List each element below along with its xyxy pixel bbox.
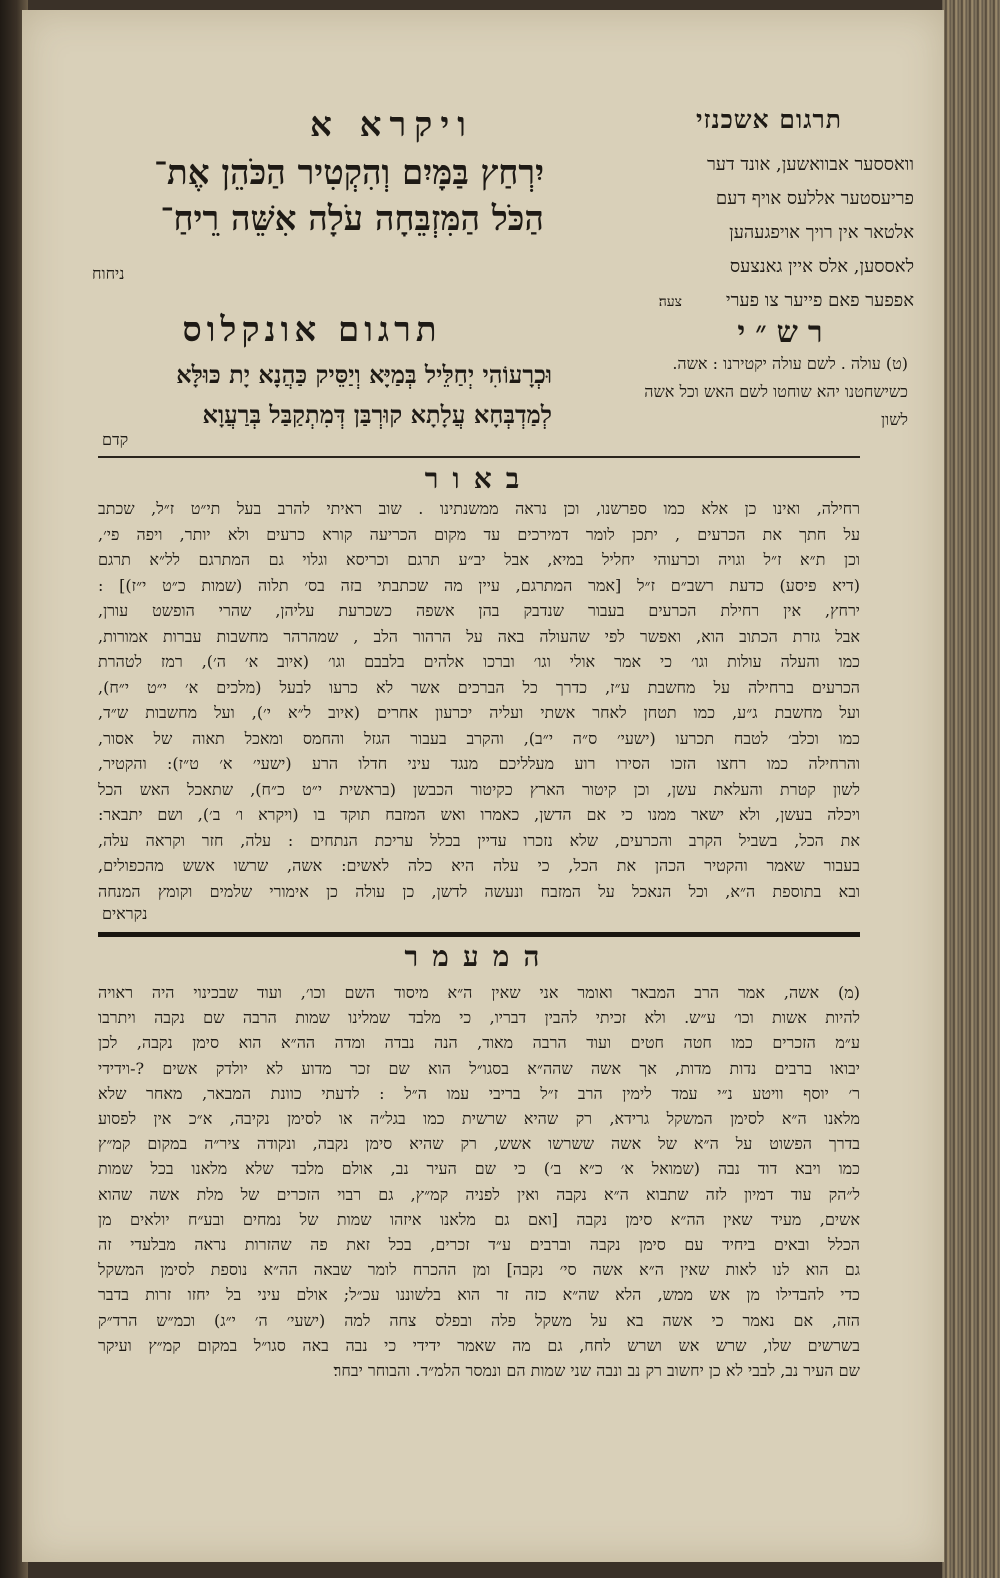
text-line: פריעסטער אללעס אויף דעם (715, 188, 914, 209)
text-line: ל״הק עוד דמיון לזה שתבוא ה״א נקבה ואין לפניה קמ״ץ, גם רבוי הזכרים של מלת אשה שהוא (98, 1184, 860, 1204)
text-line: אבל גזרת הכתוב הוא, ואפשר לפי שהעולה באה על הרהור הלב , שמהרהר מחשבות עברות אמורות, (98, 626, 860, 646)
verse-line: יִרְחַץ בַּמָּיִם וְהִקְטִיר הַכֹּהֵן אֶת־ (153, 153, 544, 193)
text-line: ע״מ הזכרים כמו חטה חטים ועוד הרבה מאוד, הנה נבדה ומדה הה״א הוא סימן נקבה, לכן (98, 1033, 860, 1053)
text-line: לשון קטרת והעלאת עשן, וכן קיטור הארץ כקיטור הכבשן (בראשית י״ט כ״ח), שתאכל האש הכל (98, 779, 860, 799)
onkelos-text (90, 355, 552, 435)
text-line: את הכל, בשביל הקרב והכרעים, שלא נזכרו עדיין בכלל עריכת הנתחים : עלה, חזר וקראה עלה, (98, 830, 860, 850)
text-line: כדי להבדילו מן אש ממש, הלא שה״א כזה זר הוא בלשוננו עכ״ל; אולם עיני בל יחזו זרות בדבר (98, 1285, 860, 1305)
text-line: וואססער אבוואשען, אונד דער (706, 154, 914, 175)
text-line: ר׳ יוסף וויטע נ״י עמד לימין הרב ז״ל בריבי עמו ה״ל : לדעתי כוונת המבאר, מאחר שלא (98, 1083, 860, 1103)
text-line: כמו והעלה עולות וגו׳ כי אמר אולי וגו׳ וברכו אלהים בלבבם וגו׳ (איוב א׳ ה׳), רמז לטהרת (98, 652, 860, 671)
text-line: גם הוא לנו לאות שאין ה״א אשה סי׳ נקבה] ומן ההכרח לומר שבאה הה״א נוספת לסימן המשקל (98, 1260, 860, 1280)
section-divider-thick (98, 932, 860, 937)
text-line: לְמַדְבְּחָא עֲלָתָא קוּרְבַּן דְּמִתְקַבַּל בְּרַעֲוָא (202, 400, 552, 429)
text-line: וּכְרָעוֹהִי יְחַלֵּיל בְּמַיָּא וְיַסֵּיק כַּהֲנָא יָת כּוּלָּא (176, 360, 552, 389)
biur-title: באור (424, 462, 534, 495)
targum-ashkenazi-text (624, 148, 914, 318)
hameamer-title: המעמר (404, 940, 554, 973)
text-line: והרחילה כמו רחצו הזכו הסירו רוע מעלליכם מנגד עיני חדלו הרע (ישעי׳ א׳ ט״ז): והקטיר, (98, 754, 860, 773)
verse-line: הַכֹּל הַמִּזְבֵּחָה עֹלָה אִשֵּׁה רֵיחַ־ (160, 199, 544, 239)
targum-ashkenazi-end: צעה׃ (658, 294, 682, 310)
text-line: (ט) עולה . לשם עולה יקטירנו : אשה. (672, 354, 908, 373)
text-line: מלאנו ה״א לסימן המשקל גרידא, רק שהיא שרשית כמו בגל״ה או לסימן נקיבה, א״כ אין לפסוע (98, 1109, 860, 1129)
hameamer-text (98, 980, 860, 1383)
onkelos-title: תרגום אונקלוס (182, 310, 442, 350)
text-line: הכלל ובאים ביחיד עם סימן נקבה וברבים ע״ד זכרים, בכל זאת פה שהזרות נראה מבלעדי זה (98, 1235, 860, 1255)
text-line: כמו וכלב׳ לטבח תכרעו (ישעי׳ ס״ה י״ב), והקרב בעבור הגזל והחמס ומאכל תאוה של אסור, (98, 728, 860, 748)
text-line: כמו ויבא דוד נבה (שמואל א׳ כ״א ב׳) כי שם העיר נב, אולם מלבד שלא מלאנו בכל שמות (98, 1159, 860, 1179)
verse-text (82, 150, 544, 242)
text-line: לאססען, אלס איין גאנצעס (729, 256, 914, 277)
text-line: אלטאר אין רויך אויפגעהען (729, 222, 914, 243)
text-line: רחילה, ואינו כן אלא כמו ספרשנו, וכן נראה ממשנתינו . שוב ראיתי להרב בעל תי״ט ז״ל, שכתב (98, 499, 860, 518)
text-line: להיות אשות וכו׳ ע״ש. ולא זכיתי להבין דבריו, כי מלבד שמלינו שמות הרבה שם נקבה ויתרבו (98, 1008, 860, 1028)
text-line: וכן ת״א ז״ל וגויה וכרעוהי יחליל במיא, אבל יב״ע תרגם וכריסא וגלוי גם המתרגם לל״א תרגם (98, 550, 860, 569)
text-line: שם העיר נב, לבבי לא כן יחשוב רק נב ונבה שני שמות הם ונמסר הלמ״ד. והבוחר יבחר׃ (333, 1361, 860, 1381)
verse-continuation: ניחוח (92, 264, 125, 283)
text-line: כשישחטנו יהא שוחטו לשם האש וכל אשה (644, 382, 908, 401)
text-line: (מ) אשה, אמר הרב המבאר ואומר אני שאין ה״א מיסוד השם וכו׳, ועוד שבכינוי היה ראויה (98, 983, 860, 1002)
text-line: ובא בתוספת ה״א, וכל הנאכל על המזבח ונעשה לדשן, כן עולה כן אימורי שלמים וקומץ המנחה (98, 881, 860, 901)
text-line: בעבור שאמר והקטיר הכהן את הכל, כי עלה היא כלה לאשים: אשה, שרשו אשש מהכפולים, (98, 856, 860, 875)
biur-tail: נקראים (102, 904, 148, 923)
text-line: לשון (881, 410, 908, 429)
text-line: יבואו ברבים נדות מדות, אך אשה שהה״א בסגו״ל הוא שם זכר מדוע לא יולדק אשים ?-וידידי (98, 1058, 860, 1078)
text-line: על חתך את הכרעים , יתכן לומר דמירכים עד מקום הכריעה קורא כרעים ולא יותר, ויפה פי׳, (98, 524, 860, 544)
text-line: בדרך הפשוט על ה״א של אשה ששרשו אשש, רק שהיא סימן נקבה, ונקודה ציר״ה במקום קמ״ץ (98, 1134, 860, 1154)
text-line: אשים, מעיד שאין הה״א סימן נקבה [ואם גם מלאנו איזהו שמות של נמחים ובע״ח יולאים מן (98, 1209, 860, 1229)
book-page (22, 10, 944, 1562)
text-line: הכרעים ברחילה על מחשבת ע״ז, כדרך כל הברכים אשר לא כרעו לבעל (מלכים א׳ י״ט י״ח), (98, 677, 860, 697)
book-title: ויקרא א (309, 105, 474, 145)
text-line: הזה, אם נאמר כי אשה בא על משקל פלה ובפלס צחה למה (ישעי׳ ה׳ י״ג) וכמ״ש הרד״ק (98, 1310, 860, 1330)
text-line: (דיא פיסע) כדעת רשב״ם ז״ל [אמר המתרגם, עיין מה שכתבתי בזה בס׳ תלוה (שמות כ״ט י״ז)] : (98, 575, 860, 595)
page-edges (942, 0, 1000, 1578)
onkelos-continuation: קדם (102, 430, 129, 449)
text-line: ירחץ, אין רחילת הכרעים בעבור שנדבק בהן אשפה כשכרעת עליהן, שהרי הופשט עורן, (98, 601, 860, 620)
text-line: ועל מחשבת ג״ע, כמו תטחן לאחר אשתי ועליה יכרעון אחרים (איוב ל״א י׳), ועל מחשבות ש״ד, (98, 703, 860, 722)
text-line: אפפער פאם פייער צו פערי (725, 290, 914, 311)
text-line: ויכלה בעשן, ולא ישאר ממנו כי אם הדשן, כאמרו ואש המזבח תוקד בו (ויקרא ו׳ ב׳), ושם יתבאר: (98, 805, 860, 824)
rashi-text (618, 350, 908, 434)
targum-ashkenazi-title: תרגום אשכנזי (695, 105, 843, 134)
text-line: בשרשים שלו, שרש אש ושרש לחח, גם מה שאמר ידידי כי נבה באה סגו״ל במקום קמ״ץ ועיקר (98, 1335, 860, 1355)
rashi-title: רש״י (737, 315, 833, 350)
section-divider (98, 456, 860, 458)
biur-text (98, 496, 860, 904)
